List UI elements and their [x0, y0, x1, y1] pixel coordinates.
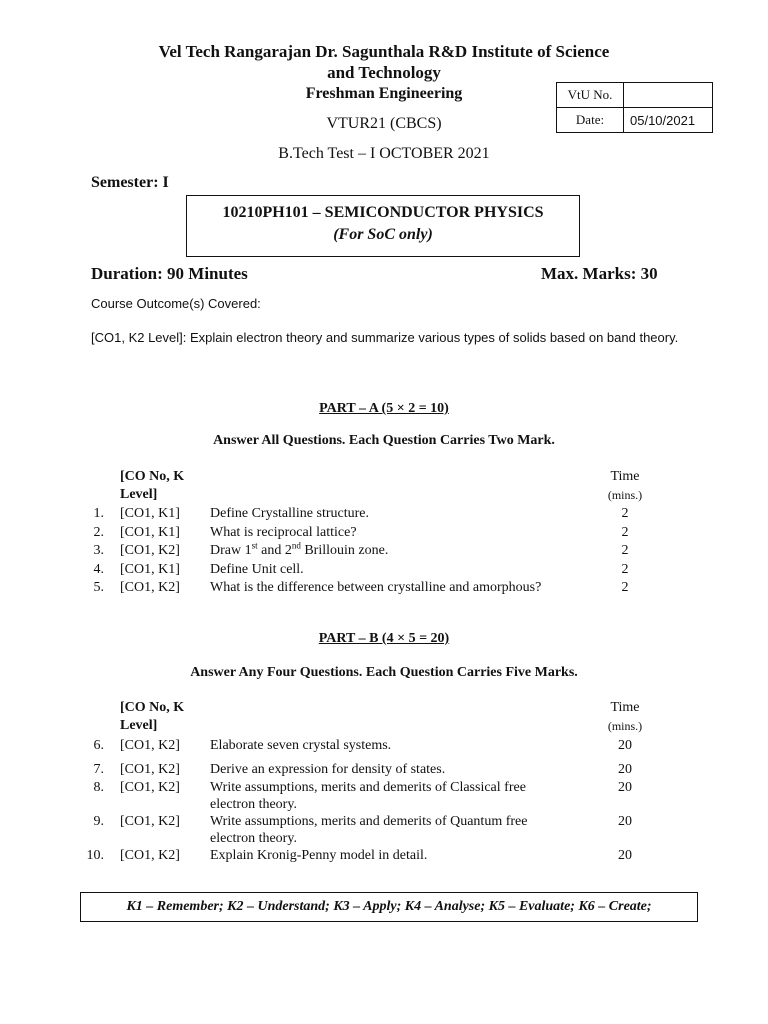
date-label: Date:: [557, 108, 624, 133]
part-a-title: PART – A (5 × 2 = 10): [319, 401, 449, 416]
part-a-col-co: [CO No, K Level]: [120, 469, 185, 502]
question-text: What is the difference between crystalline and amorphous?: [210, 580, 542, 595]
question-number: 7.: [93, 762, 104, 777]
max-marks: Max. Marks: 30: [541, 264, 658, 283]
institute-name-line2: and Technology: [327, 63, 441, 82]
question-number: 4.: [93, 562, 104, 577]
question-number: 5.: [93, 580, 104, 595]
question-time: 20: [618, 780, 632, 795]
question-number: 6.: [93, 738, 104, 753]
question-co: [CO1, K2]: [120, 848, 180, 863]
part-b-instruction: Answer Any Four Questions. Each Question Carries Five Marks.: [190, 665, 578, 680]
test-name: B.Tech Test – I OCTOBER 2021: [278, 145, 490, 162]
ordinal-suffix: nd: [291, 540, 301, 551]
department: Freshman Engineering: [305, 85, 463, 102]
vtu-value: [624, 83, 713, 108]
question-text-part: Draw 1: [210, 543, 252, 558]
part-b-col-time: [600, 699, 650, 736]
question-text: Explain Kronig-Penny model in detail.: [210, 848, 428, 863]
question-co: [CO1, K2]: [120, 738, 180, 753]
question-number: 3.: [93, 543, 104, 558]
question-time: 2: [621, 543, 629, 558]
k-level-legend: K1 – Remember; K2 – Understand; K3 – Apply; K4 – Analyse; K5 – Evaluate; K6 – Create;: [80, 892, 698, 922]
question-text-part: Brillouin zone.: [300, 543, 389, 558]
question-time: 20: [618, 762, 632, 777]
question-text-part: and 2: [257, 543, 292, 558]
outcome-text: [CO1, K2 Level]: Explain electron theory and summarize various types of solids based on band theory.: [91, 330, 679, 345]
part-a-col-time: [600, 468, 650, 505]
institute-name-line1: Vel Tech Rangarajan Dr. Sagunthala R&D Institute of Science: [158, 42, 610, 61]
question-co: [CO1, K1]: [120, 562, 180, 577]
question-time: 20: [618, 738, 632, 753]
part-b-col-time-label: Time: [610, 700, 640, 715]
course-subtitle: (For SoC only): [333, 226, 433, 243]
question-text: Define Unit cell.: [210, 562, 304, 577]
part-b-col-time-unit: (mins.): [607, 719, 643, 733]
question-time: 2: [621, 580, 629, 595]
question-text: Define Crystalline structure.: [210, 506, 370, 521]
question-time: 20: [618, 814, 632, 829]
question-time: 20: [618, 848, 632, 863]
part-b-col-co: [CO No, K Level]: [120, 700, 185, 733]
question-text: Derive an expression for density of states.: [210, 762, 446, 777]
question-number: 8.: [93, 780, 104, 795]
question-number: 9.: [93, 814, 104, 829]
question-co: [CO1, K1]: [120, 525, 180, 540]
question-co: [CO1, K2]: [120, 780, 180, 795]
question-co: [CO1, K2]: [120, 762, 180, 777]
part-a-col-time-label: Time: [610, 469, 640, 484]
question-co: [CO1, K2]: [120, 580, 180, 595]
info-table: [556, 82, 713, 133]
semester: Semester: I: [91, 174, 169, 191]
part-a-instruction: Answer All Questions. Each Question Carries Two Mark.: [213, 433, 555, 448]
part-b-title: PART – B (4 × 5 = 20): [318, 631, 450, 646]
question-number: 2.: [93, 525, 104, 540]
question-text: [210, 542, 570, 559]
part-a-col-time-unit: (mins.): [607, 488, 643, 502]
question-co: [CO1, K2]: [120, 814, 180, 829]
question-text: Elaborate seven crystal systems.: [210, 738, 392, 753]
question-text: What is reciprocal lattice?: [210, 525, 357, 540]
ordinal-suffix: st: [251, 540, 258, 551]
course-box: [186, 195, 580, 257]
question-text: Write assumptions, merits and demerits of Classical free electron theory.: [210, 780, 526, 812]
question-text: Write assumptions, merits and demerits of Quantum free electron theory.: [210, 814, 528, 846]
question-co: [CO1, K1]: [120, 506, 180, 521]
course-title: 10210PH101 – SEMICONDUCTOR PHYSICS: [222, 204, 544, 221]
regulation: VTUR21 (CBCS): [326, 115, 442, 132]
question-number: 1.: [93, 506, 104, 521]
duration: Duration: 90 Minutes: [91, 264, 248, 283]
date-value: 05/10/2021: [624, 108, 713, 133]
vtu-label: VtU No.: [557, 83, 624, 108]
outcomes-label: Course Outcome(s) Covered:: [91, 296, 261, 311]
question-time: 2: [621, 506, 629, 521]
question-time: 2: [621, 525, 629, 540]
question-co: [CO1, K2]: [120, 543, 180, 558]
question-time: 2: [621, 562, 629, 577]
question-number: 10.: [86, 848, 104, 863]
